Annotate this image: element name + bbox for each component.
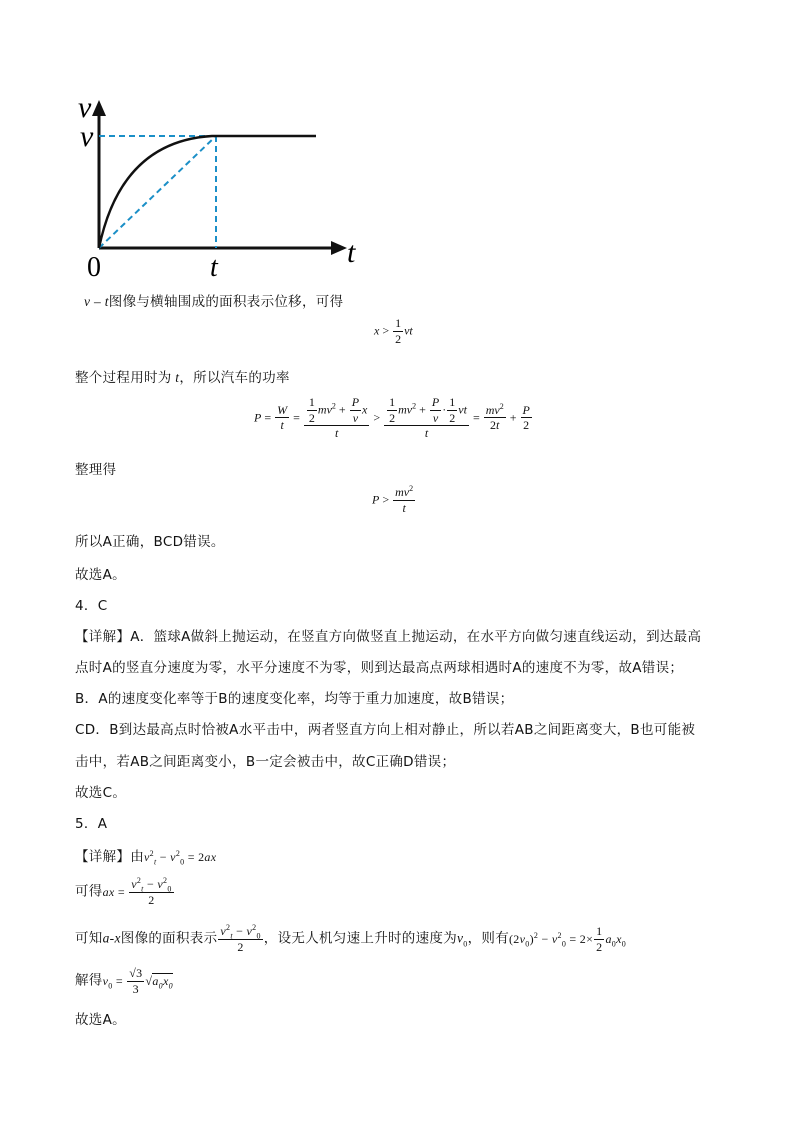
- q3-conclusion: 所以A正确，BCD错误。: [75, 534, 225, 550]
- q5-choose: 故选A。: [75, 1012, 126, 1028]
- q5-know-line: 可知a-x图像的面积表示 $\frac{v^2_t - v^2_0}{2}$ ，设无人机匀速上升时的速度为$v_0$，则有$(2v_0)^2 - v^2_0 = 2\times$ $\frac{1}{2}$ $a_0x_0$: [75, 923, 627, 954]
- q5-obtain-line: 可得ax = $\frac{v^2_t - v^2_0}{2}$: [75, 876, 172, 907]
- area-intro: v – t图像与横轴围成的面积表示位移，可得: [84, 294, 344, 310]
- q3-choose: 故选A。: [75, 567, 126, 583]
- detail-tag: 【详解】: [75, 629, 131, 645]
- x-axis-arrow: [331, 241, 347, 255]
- velocity-curve: [99, 136, 316, 248]
- q5-heading: 5．A: [75, 816, 108, 832]
- origin-label: 0: [87, 252, 101, 280]
- power-equation: P = $\frac{W}{t}$ = $\frac{1}{2}$ $mv^2$ + $\frac{P}{v}$ x t > $\frac{1}{2}$ $mv^2$ + $\frac{P}{v}$ · $\frac{1}{2}$ vt t = $\frac{mv^2}{2t}$ + $\frac{P}{2}$: [254, 395, 530, 441]
- v-tick-label: v: [80, 120, 94, 153]
- axis-y-label: v: [78, 92, 92, 124]
- vt-symbol: v: [84, 294, 91, 309]
- q4-line-3: B．A的速度变化率等于B的速度变化率，均等于重力加速度，故B错误；: [75, 691, 514, 707]
- detail-tag: 【详解】: [75, 849, 131, 865]
- time-intro: 整个过程用时为 t，所以汽车的功率: [75, 370, 290, 386]
- q4-line-4: CD．B到达最高点时恰被A水平击中，两者竖直方向上相对静止，所以若AB之间距离变大，B也可能被: [75, 722, 696, 738]
- axis-x-label: t: [347, 236, 356, 269]
- displacement-inequality: x > $\frac{1}{2}$ vt: [374, 316, 413, 346]
- q4-heading: 4．C: [75, 598, 108, 614]
- q4-line-2: 点时A的竖直分速度为零，水平分速度不为零，则到达最高点两球相遇时A的速度不为零，故A错误；: [75, 660, 684, 676]
- arrange-text: 整理得: [75, 462, 117, 478]
- y-axis-arrow: [92, 100, 106, 116]
- vt-graph: [70, 92, 370, 280]
- power-result: P > $\frac{mv^2}{t}$: [372, 484, 414, 515]
- q4-choose: 故选C。: [75, 785, 127, 801]
- t-tick-label: t: [210, 252, 218, 280]
- q4-line-5: 击中，若AB之间距离变小，B一定会被击中，故C正确D错误；: [75, 754, 456, 770]
- q5-from-line: 【详解】由$v^2_t - v^2_0 = 2ax$: [75, 849, 217, 867]
- q5-solve-line: 解得$v_0$ = $\frac{√3}{3}$ $√a_0x_0$: [75, 966, 173, 996]
- q4-line-1: 【详解】A．篮球A做斜上抛运动，在竖直方向做竖直上抛运动，在水平方向做匀速直线运动，到达最高: [75, 629, 702, 645]
